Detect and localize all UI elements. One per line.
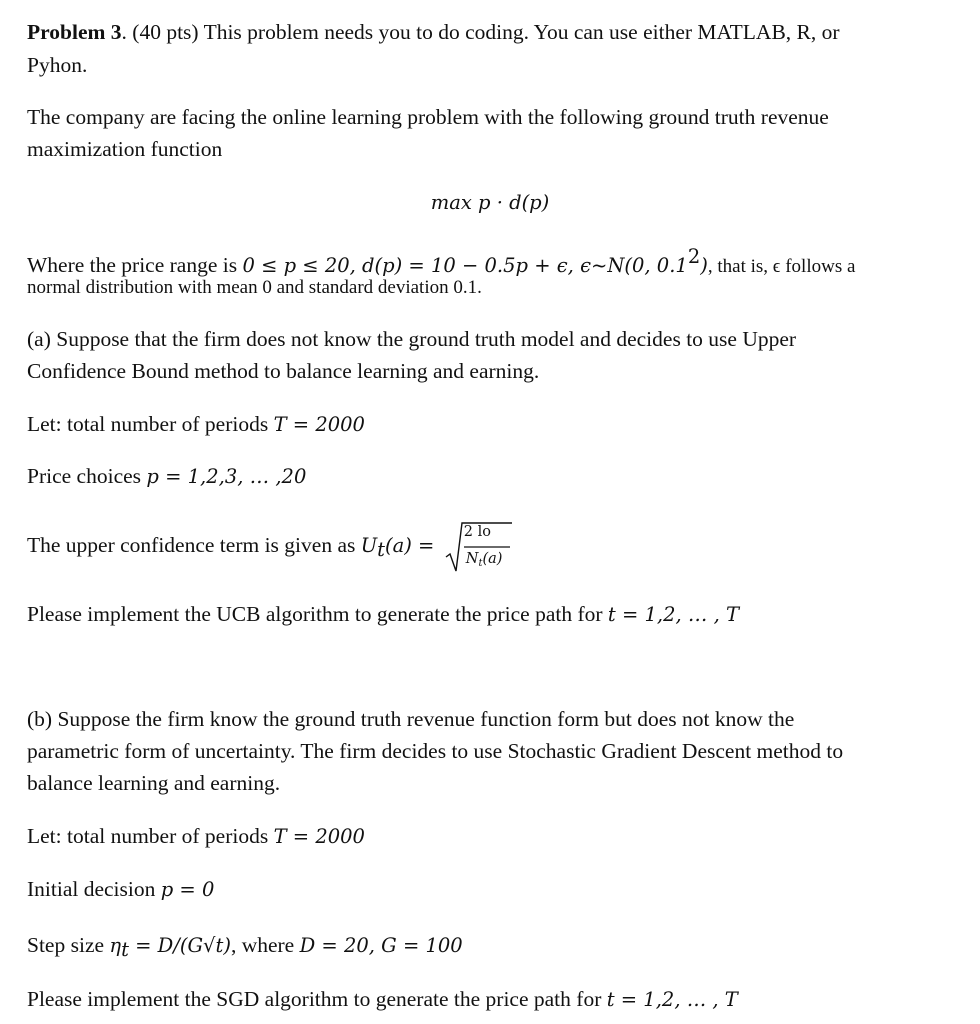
step-eta: η: [109, 934, 122, 957]
ucb-lhs: U: [360, 534, 378, 557]
part-b-step-text: Step size: [27, 933, 110, 957]
part-b-line-3: balance learning and earning.: [27, 771, 281, 795]
part-a-periods: [27, 408, 365, 441]
ucb-numerator: 2 lo: [463, 524, 491, 541]
part-a-prices-math: p = 1,2,3, … ,20: [146, 465, 307, 488]
ucb-den-arg: (a): [482, 551, 503, 568]
part-a-line-2: Confidence Bound method to balance learning and earning.: [27, 359, 540, 383]
objective-math: max p · d(p): [430, 191, 550, 214]
setup-line-2: maximization function: [27, 137, 223, 161]
part-a-periods-math: T = 2000: [273, 413, 365, 436]
part-a-periods-text: Let: total number of periods: [27, 412, 274, 436]
price-range-suffix: , that is, ϵ follows a: [707, 256, 856, 277]
objective-equation: [0, 186, 980, 219]
part-b-line-1: (b) Suppose the firm know the ground truth revenue function form but does not know the: [27, 707, 795, 731]
price-range-close: ): [700, 254, 708, 277]
part-b-initial-text: Initial decision: [27, 877, 161, 901]
part-b-initial: [27, 873, 214, 906]
problem-intro-line-2: Pyhon.: [27, 53, 88, 77]
part-b-implement-math: t = 1,2, … , T: [606, 988, 738, 1011]
ucb-den-n: N: [465, 551, 479, 568]
part-a-implement-math: t = 1,2, … , T: [607, 603, 740, 626]
setup-line-4: normal distribution with mean 0 and standard deviation 0.1.: [27, 277, 482, 298]
step-eta-sub: t: [121, 938, 129, 961]
part-a-implement: [27, 598, 739, 631]
part-a-line-1: (a) Suppose that the firm does not know the ground truth model and decides to use Upper: [27, 327, 797, 351]
step-formula: = D/(G√t): [128, 934, 231, 957]
part-b-step-size: [27, 929, 463, 966]
ucb-denominator: [466, 550, 503, 573]
ucb-den-sub: t: [478, 558, 483, 570]
ucb-term-text: The upper confidence term is given as: [27, 533, 361, 557]
part-b-periods-math: T = 2000: [273, 825, 365, 848]
ucb-term-line: [27, 517, 516, 578]
part-b-periods-text: Let: total number of periods: [27, 824, 274, 848]
part-a-implement-text: Please implement the UCB algorithm to generate the price path for: [27, 602, 608, 626]
problem-intro-line: [27, 16, 840, 48]
part-b-periods: [27, 820, 365, 853]
setup-line-1: The company are facing the online learning problem with the following ground truth revenue: [27, 105, 829, 129]
problem-heading: Problem 3: [27, 20, 122, 44]
ucb-sqrt-fraction: [444, 519, 516, 575]
price-range-prefix: Where the price range is: [27, 253, 243, 277]
step-params: D = 20, G = 100: [299, 934, 463, 957]
problem-intro-text: . (40 pts) This problem needs you to do coding. You can use either MATLAB, R, or: [121, 20, 840, 44]
part-b-implement-text: Please implement the SGD algorithm to generate the price path for: [27, 987, 607, 1011]
ucb-arg: (a) =: [385, 534, 435, 557]
variance-exponent: 2: [687, 245, 701, 268]
part-b-implement: [27, 983, 738, 1016]
part-a-prices: [27, 460, 306, 493]
part-b-line-2: parametric form of uncertainty. The firm decides to use Stochastic Gradient Descent method to: [27, 739, 844, 763]
part-b-initial-math: p = 0: [160, 878, 215, 901]
price-range-math: 0 ≤ p ≤ 20, d(p) = 10 − 0.5p + ϵ, ϵ~N(0, 0.1: [242, 254, 688, 277]
part-a-prices-text: Price choices: [27, 464, 147, 488]
step-where: , where: [230, 933, 300, 957]
ucb-lhs-sub: t: [377, 538, 386, 561]
